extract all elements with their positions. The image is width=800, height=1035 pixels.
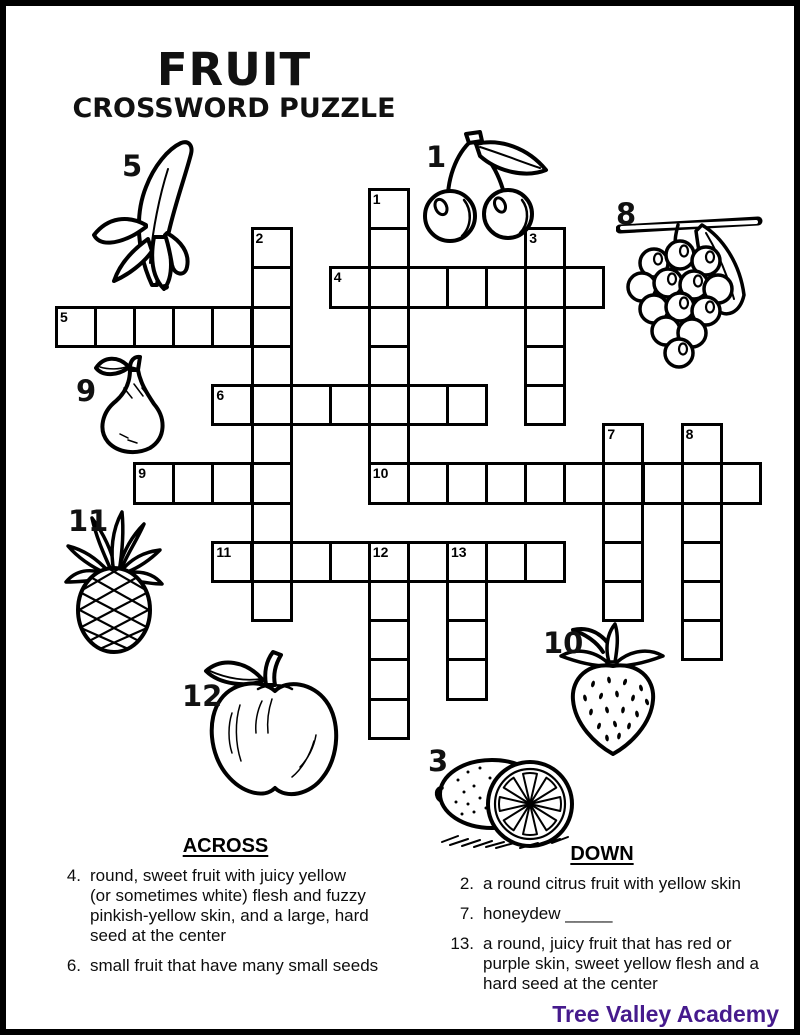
clue-number: 4. [66,866,81,885]
crossword-cell[interactable] [681,502,723,544]
grapes-clue-number: 8 [616,197,637,231]
crossword-cell[interactable] [211,384,253,426]
crossword-cell[interactable] [368,541,410,583]
crossword-cell[interactable] [407,541,449,583]
crossword-cell[interactable] [642,462,684,504]
cell-number: 12 [372,543,389,560]
crossword-cell[interactable] [251,580,293,622]
strawberry-illustration [543,622,669,760]
crossword-cell[interactable] [211,462,253,504]
apple-clue-number: 12 [182,679,223,713]
crossword-cell[interactable] [368,227,410,269]
crossword-cell[interactable] [55,306,97,348]
crossword-cell[interactable] [524,345,566,387]
crossword-cell[interactable] [524,306,566,348]
crossword-cell[interactable] [251,423,293,465]
crossword-cell[interactable] [368,345,410,387]
crossword-cell[interactable] [407,462,449,504]
crossword-cell[interactable] [446,658,488,700]
cell-number: 8 [685,426,694,443]
crossword-cell[interactable] [524,541,566,583]
crossword-cell[interactable] [368,580,410,622]
crossword-cell[interactable] [485,462,527,504]
crossword-cell[interactable] [368,462,410,504]
cell-number: 1 [372,191,381,207]
lemon-illustration [428,742,578,852]
crossword-cell[interactable] [368,698,410,740]
crossword-cell[interactable] [290,541,332,583]
clue-number: 13. [450,934,474,953]
crossword-cell[interactable] [446,619,488,661]
crossword-cell[interactable] [94,306,136,348]
crossword-cell[interactable] [290,384,332,426]
crossword-cell[interactable] [602,541,644,583]
crossword-cell[interactable] [251,384,293,426]
cell-number: 11 [216,543,232,560]
crossword-cell[interactable] [368,306,410,348]
clue-item [426,904,778,924]
cherries-illustration [412,130,556,247]
cell-number: 9 [138,465,146,482]
banana-illustration [88,139,210,291]
crossword-cell[interactable] [524,462,566,504]
crossword-cell[interactable] [407,384,449,426]
pear-illustration [76,354,178,458]
crossword-cell[interactable] [485,266,527,308]
crossword-cell[interactable] [446,541,488,583]
clue-number: 6. [66,956,81,975]
crossword-cell[interactable] [446,580,488,622]
grapes-illustration [616,199,764,371]
cell-number: 2 [255,230,264,247]
clue-text: a round, juicy fruit that has red or purple skin, sweet yellow flesh and a hard seed at the center [483,934,759,993]
clues-across-list [53,866,398,976]
page-title-line2: CROSSWORD PUZZLE [72,93,396,124]
crossword-cell[interactable] [446,266,488,308]
crossword-cell[interactable] [446,384,488,426]
grapes-icon [616,199,764,371]
crossword-cell[interactable] [446,462,488,504]
crossword-cell[interactable] [329,266,371,308]
cell-number: 10 [372,465,389,482]
clues-down-list [426,874,778,994]
clue-text: small fruit that have many small seeds [90,956,379,975]
crossword-cell[interactable] [329,384,371,426]
crossword-cell[interactable] [485,541,527,583]
cell-number: 13 [451,543,467,560]
crossword-cell[interactable] [720,462,762,504]
cell-number: 5 [60,308,68,325]
pear-clue-number: 9 [76,374,97,408]
banana-icon [88,139,210,291]
crossword-cell[interactable] [681,580,723,622]
crossword-cell[interactable] [368,658,410,700]
clue-item [426,934,778,994]
crossword-cell[interactable] [602,423,644,465]
crossword-cell[interactable] [251,227,293,269]
crossword-cell[interactable] [681,423,723,465]
crossword-cell[interactable] [251,462,293,504]
crossword-cell[interactable] [172,462,214,504]
pineapple-illustration [64,502,164,656]
crossword-cell[interactable] [407,266,449,308]
clues-down-section [426,842,778,1004]
clue-number: 2. [459,874,474,893]
crossword-cell[interactable] [329,541,371,583]
strawberry-clue-number: 10 [543,626,584,660]
clues-across-section [53,834,398,986]
crossword-cell[interactable] [172,306,214,348]
crossword-cell[interactable] [251,345,293,387]
crossword-cell[interactable] [251,266,293,308]
page-title-line1: FRUIT [156,43,312,96]
clues-down-title: DOWN [570,843,634,865]
clue-text: a round citrus fruit with yellow skin [483,874,741,893]
crossword-cell[interactable] [368,619,410,661]
crossword-cell[interactable] [563,266,605,308]
clue-item [53,956,398,976]
cell-number: 3 [529,230,537,247]
crossword-cell[interactable] [602,580,644,622]
cherries-clue-number: 1 [426,140,447,174]
clue-text: honeydew _____ [483,904,613,923]
crossword-cell[interactable] [602,462,644,504]
crossword-cell[interactable] [563,462,605,504]
crossword-cell[interactable] [251,306,293,348]
crossword-cell[interactable] [133,462,175,504]
cell-number: 4 [333,269,342,286]
crossword-cell[interactable] [251,502,293,544]
crossword-cell[interactable] [524,384,566,426]
apple-icon [202,649,348,801]
clues-across-title: ACROSS [182,835,269,857]
crossword-cell[interactable] [368,423,410,465]
apple-illustration [182,649,348,801]
pineapple-clue-number: 11 [68,504,109,538]
lemon-icon [434,742,578,852]
crossword-cell[interactable] [681,541,723,583]
crossword-cell[interactable] [524,266,566,308]
clue-number: 7. [459,904,474,923]
pear-icon [94,354,178,458]
crossword-cell[interactable] [368,188,410,230]
clue-text: round, sweet fruit with juicy yellow (or sometimes white) flesh and fuzzy pinkish-yellow skin, and a large, hard seed at the center [90,866,369,945]
crossword-cell[interactable] [251,541,293,583]
crossword-cell[interactable] [211,541,253,583]
crossword-cell[interactable] [602,502,644,544]
crossword-cell[interactable] [211,306,253,348]
cell-number: 6 [216,387,225,403]
clue-item [426,874,778,894]
footer-brand: Tree Valley Academy [552,1001,779,1027]
page-title [34,43,434,124]
clue-item [53,866,398,946]
crossword-cell[interactable] [681,619,723,661]
lemon-clue-number: 3 [428,744,449,778]
crossword-cell[interactable] [368,384,410,426]
cell-number: 7 [607,426,616,443]
crossword-cell[interactable] [681,462,723,504]
crossword-cell[interactable] [133,306,175,348]
crossword-cell[interactable] [368,266,410,308]
banana-clue-number: 5 [122,149,143,183]
